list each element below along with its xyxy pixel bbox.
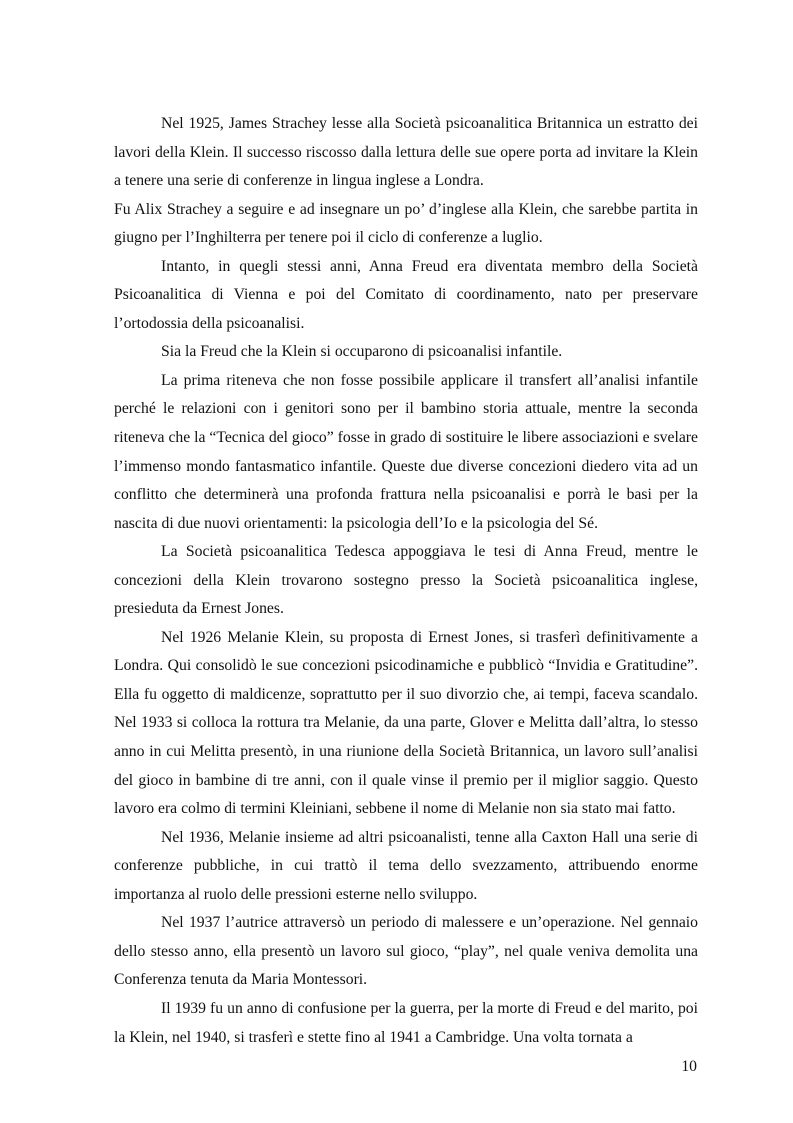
paragraph: Sia la Freud che la Klein si occuparono di psicoanalisi infantile. (161, 343, 563, 361)
body-text (114, 110, 698, 1052)
paragraph: La prima riteneva che non fosse possibile applicare il transfert all’analisi infantile perché le relazioni con i genitori sono per il bambino storia attuale, mentre la seconda riteneva che la “Tecnica del gioco” fosse in grado di sostituire le libere associazioni e svelare l’immenso mondo fantasmatico infantile. Queste due diverse concezioni diedero vita ad un conflitto che determinerà una profonda frattura nella psicoanalisi e porrà le basi per la nascita di due nuovi orientamenti: la psicologia dell’Io e la psicologia del Sé. (114, 371, 698, 532)
paragraph: La Società psicoanalitica Tedesca appoggiava le tesi di Anna Freud, mentre le concezioni della Klein trovarono sostegno presso la Società psicoanalitica inglese, presieduta da Ernest Jones. (114, 543, 698, 618)
page-number: 10 (681, 1058, 697, 1075)
paragraph: Nel 1925, James Strachey lesse alla Società psicoanalitica Britannica un estratto dei lavori della Klein. Il successo riscosso dalla lettura delle sue opere porta ad invitare la Klein a tenere una serie di conferenze in lingua inglese a Londra. (114, 115, 698, 190)
paragraph: Nel 1936, Melanie insieme ad altri psicoanalisti, tenne alla Caxton Hall una serie di conferenze pubbliche, in cui trattò il tema dello svezzamento, attribuendo enorme importanza al ruolo delle pressioni esterne nello sviluppo. (114, 828, 698, 903)
paragraph: Fu Alix Strachey a seguire e ad insegnare un po’ d’inglese alla Klein, che sarebbe partita in giugno per l’Inghilterra per tenere poi il ciclo di conferenze a luglio. (114, 200, 698, 247)
paragraph: Nel 1937 l’autrice attraversò un periodo di malessere e un’operazione. Nel gennaio dello stesso anno, ella presentò un lavoro sul gioco, “play”, nel quale veniva demolita una Conferenza tenuta da Maria Montessori. (114, 914, 698, 989)
paragraph: Intanto, in quegli stessi anni, Anna Freud era diventata membro della Società Psicoanalitica di Vienna e poi del Comitato di coordinamento, nato per preservare l’ortodossia della psicoanalisi. (114, 257, 698, 332)
paragraph: Nel 1926 Melanie Klein, su proposta di Ernest Jones, si trasferì definitivamente a Londra. Qui consolidò le sue concezioni psicodinamiche e pubblicò “Invidia e Gratitudine”. Ella fu oggetto di maldicenze, soprattutto per il suo divorzio che, ai tempi, faceva scandalo. Nel 1933 si colloca la rottura tra Melanie, da una parte, Glover e Melitta dall’altra, lo stesso anno in cui Melitta presentò, in una riunione della Società Britannica, un lavoro sull’analisi del gioco in bambine di tre anni, con il quale vinse il premio per il miglior saggio. Questo lavoro era colmo di termini Kleiniani, sebbene il nome di Melanie non sia stato mai fatto. (114, 628, 698, 818)
paragraph: Il 1939 fu un anno di confusione per la guerra, per la morte di Freud e del marito, poi la Klein, nel 1940, si trasferì e stette fino al 1941 a Cambridge. Una volta tornata a (114, 999, 698, 1046)
